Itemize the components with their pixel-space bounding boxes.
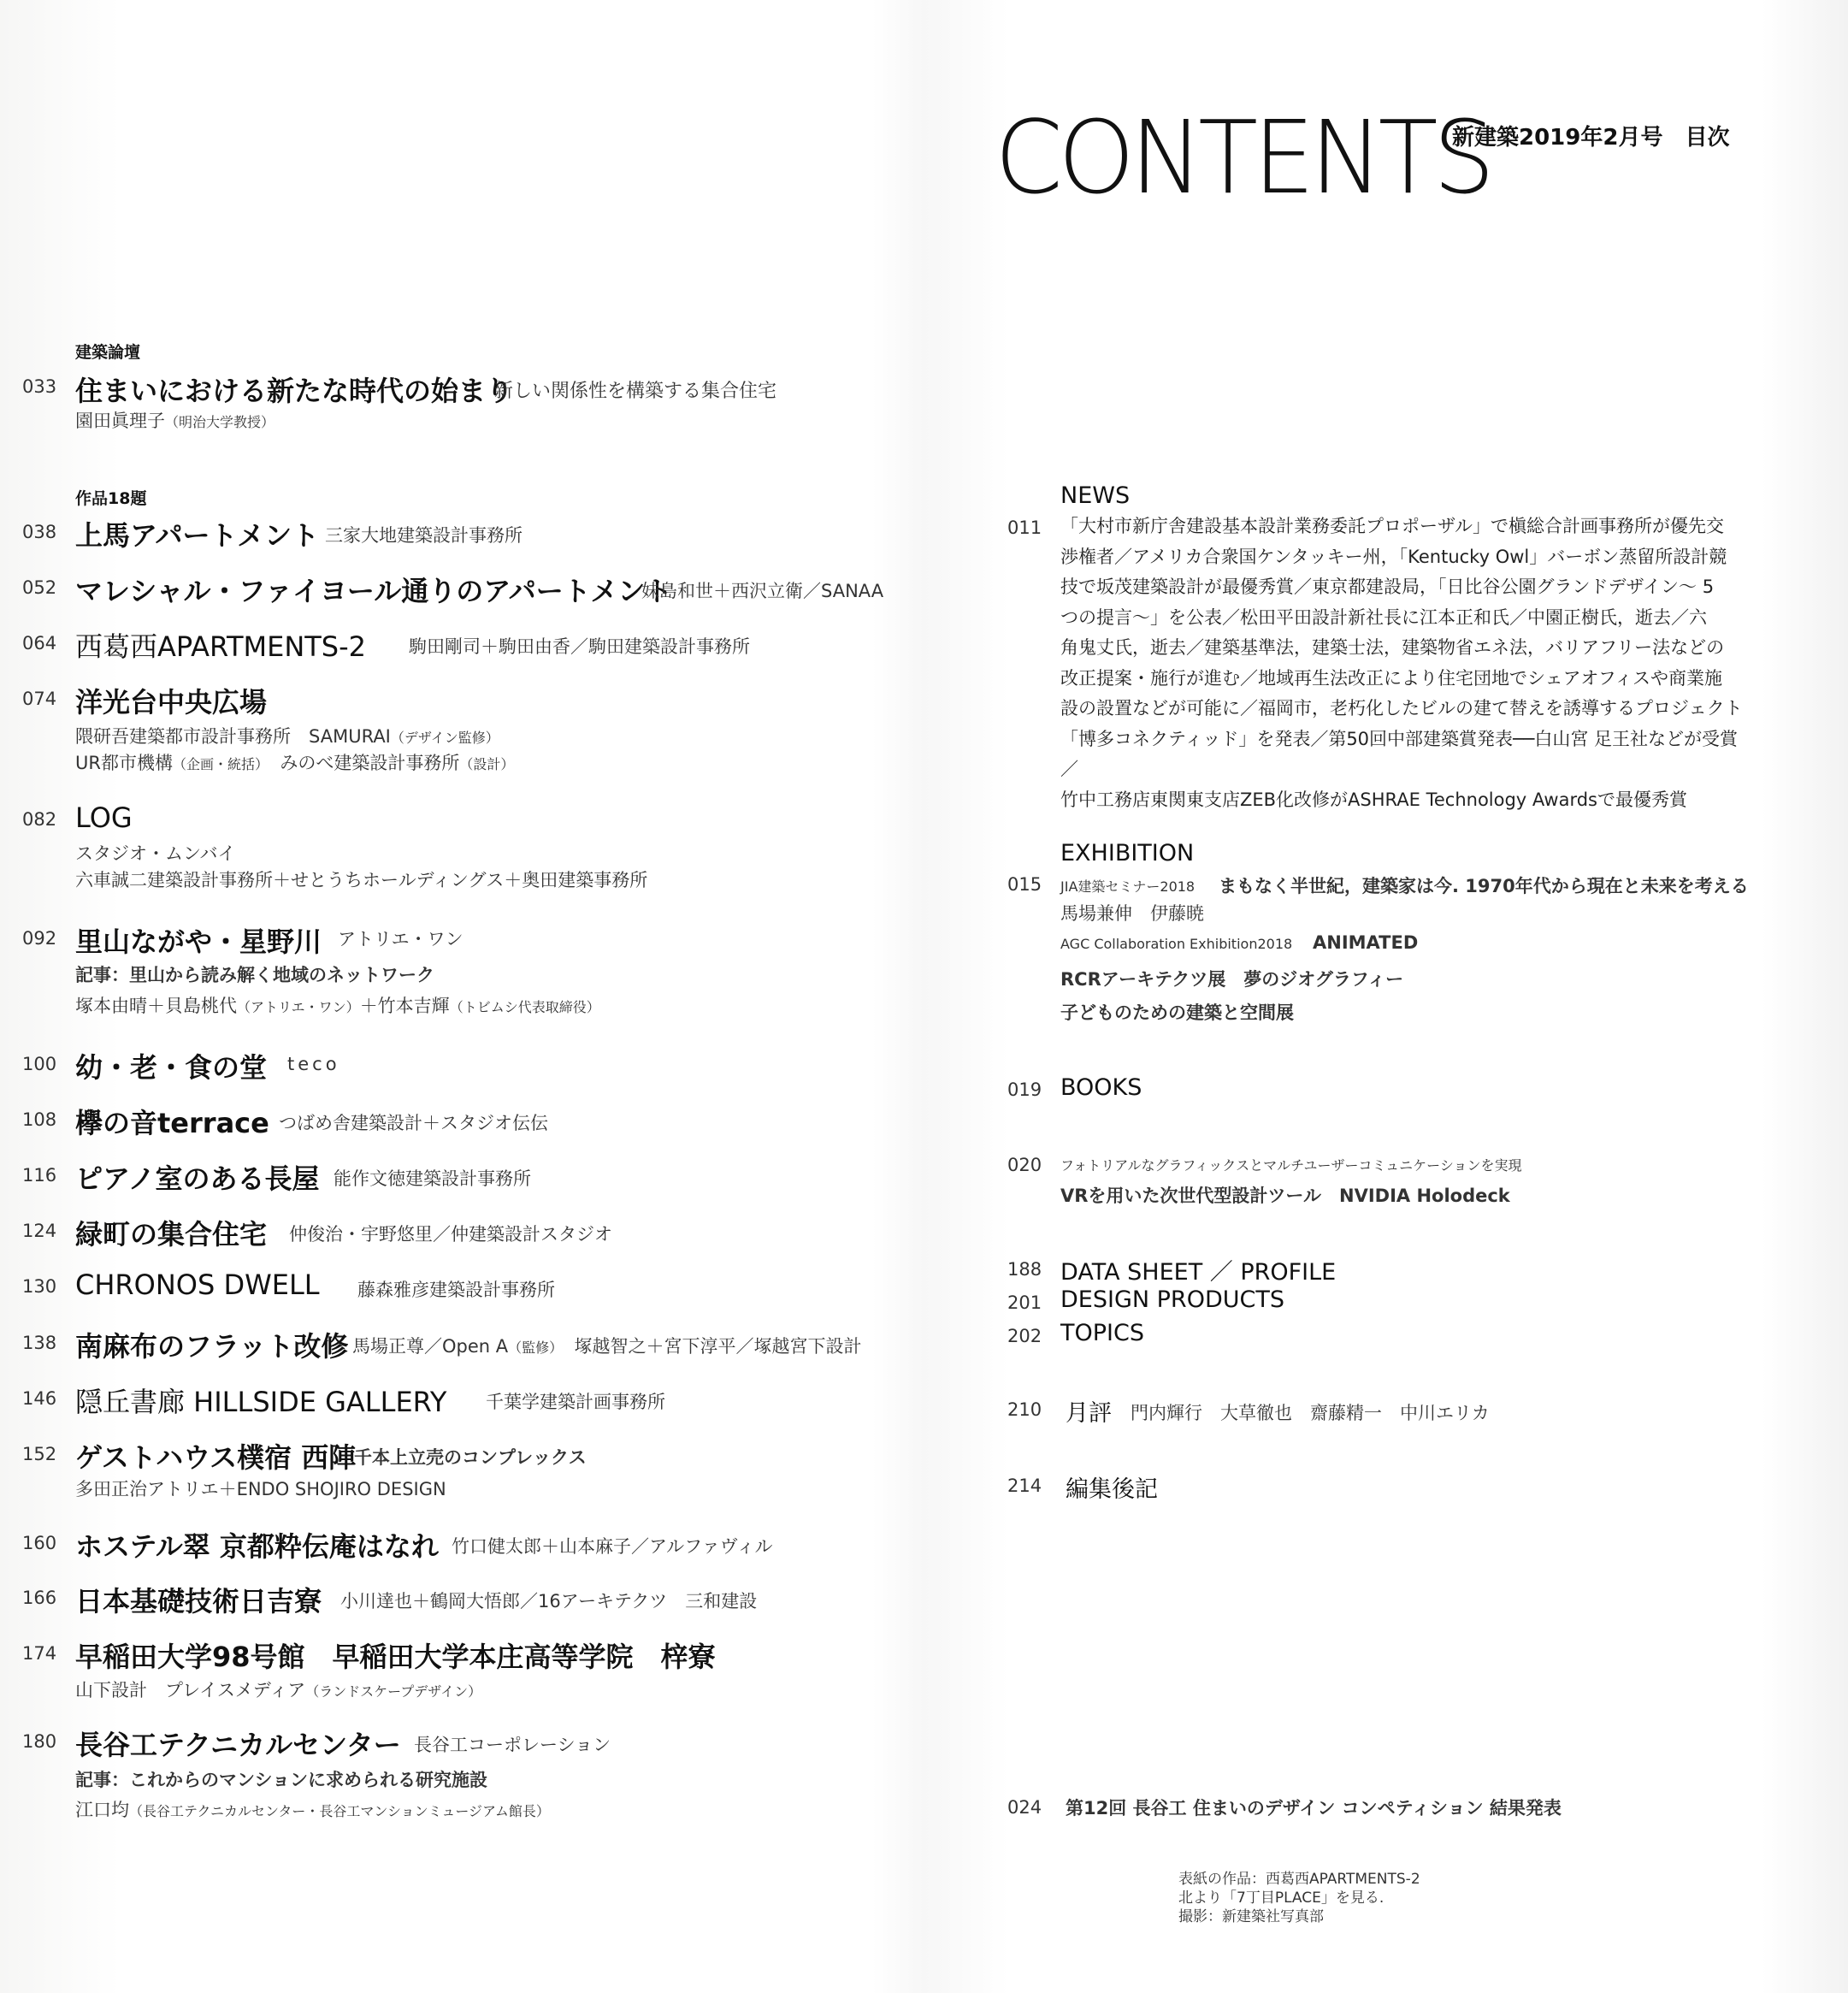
entry-title: 南麻布のフラット改修: [75, 1330, 349, 1363]
page-number: 166: [22, 1588, 57, 1608]
entry-credit: 仲俊治・宇野悠里／仲建築設計スタジオ: [289, 1224, 612, 1245]
page-number: 074: [22, 689, 57, 709]
section-ronten-label: 建築論壇: [75, 343, 141, 362]
misc-label: DESIGN PRODUCTS: [1060, 1286, 1284, 1313]
entry-credit: teco: [287, 1054, 340, 1074]
page-number: 064: [22, 633, 57, 653]
entry-credit-line: [75, 723, 499, 748]
page-number: 160: [22, 1533, 57, 1553]
cover-credit-line: 北より「7丁目PLACE」を見る.: [1178, 1890, 1385, 1907]
news-line: 技で坂茂建築設計が最優秀賞／東京都建設局，「日比谷公園グランドデザイン〜 5: [1060, 577, 1715, 597]
page-number: 138: [22, 1333, 57, 1353]
entry-title: 長谷工テクニカルセンター: [75, 1729, 401, 1761]
credit-text: 馬場正尊／Open A: [352, 1336, 509, 1357]
entry-title: 緑町の集合住宅: [75, 1218, 268, 1251]
issue-label: 新建築2019年2月号 目次: [1452, 125, 1730, 151]
entry-title: 上馬アパートメント: [75, 519, 320, 552]
entry-title: 幼・老・食の堂: [75, 1051, 268, 1084]
books-label: BOOKS: [1060, 1074, 1142, 1101]
credit-note: （設計）: [459, 756, 515, 772]
news-line: 竹中工務店東関東支店ZEB化改修がASHRAE Technology Awardsで最優秀賞: [1060, 789, 1687, 810]
news-line: 角鬼丈氏，逝去／建築基準法，建築士法，建築物省エネ法，バリアフリー法などの: [1060, 637, 1725, 658]
page-number: 130: [22, 1276, 57, 1297]
page-number: 124: [22, 1221, 57, 1241]
kids-exhibition: 子どものための建築と空間展: [1060, 1002, 1294, 1023]
page-number: 174: [22, 1643, 57, 1664]
entry-credit: 三家大地建築設計事務所: [325, 525, 523, 546]
page-number: 116: [22, 1165, 57, 1186]
entry-credit: 藤森雅彦建築設計事務所: [357, 1280, 555, 1300]
credit-note: （ランドスケープデザイン）: [305, 1683, 482, 1700]
credit-text: 山下設計 プレイスメディア: [75, 1680, 306, 1700]
page-number: 092: [22, 928, 57, 949]
entry-title: CHRONOS DWELL: [75, 1269, 320, 1301]
entry-credit-line: [75, 749, 514, 775]
credit-text: 塚越智之＋宮下淳平／塚越宮下設計: [574, 1336, 862, 1357]
news-line: 「博多コネクティッド」を発表／第50回中部建築賞発表──白山宮 足王社などが受賞／: [1060, 728, 1738, 779]
entry-credit: 竹口健太郎＋山本麻子／アルファヴィル: [452, 1536, 773, 1557]
review-people: 門内輝行 大草徹也 齋藤精一 中川エリカ: [1131, 1403, 1490, 1423]
entry-title: 日本基礎技術日吉寮: [75, 1585, 322, 1617]
news-line: つの提言〜」を公表／松田平田設計新社長に江本正和氏／中園正樹氏，逝去／六: [1060, 606, 1707, 628]
credit-note: （トビムシ代表取締役）: [449, 999, 600, 1015]
entry-authors: [75, 992, 600, 1018]
page-number: 146: [22, 1388, 57, 1409]
competition-label: 第12回 長谷工 住まいのデザイン コンペティション 結果発表: [1066, 1798, 1562, 1819]
agc-prefix: AGC Collaboration Exhibition2018: [1060, 936, 1293, 952]
page-number: 152: [22, 1444, 57, 1464]
credit-note: （企画・統括）: [172, 756, 269, 772]
entry-title: 早稲田大学98号館 早稲田大学本庄高等学院 梓寮: [75, 1641, 716, 1673]
entry-credit-line: 六車誠二建築設計事務所＋せとうちホールディングス＋奥田建築事務所: [75, 870, 648, 890]
entry-credit: 能作文徳建築設計事務所: [334, 1168, 531, 1189]
news-line: 「大村市新庁舎建設基本設計業務委託プロポーザル」で槇総合計画事務所が優先交: [1060, 516, 1724, 536]
entry-title: 欅の音terrace: [75, 1107, 269, 1139]
entry-credit-line: スタジオ・ムンバイ: [75, 843, 236, 864]
page-number: 052: [22, 577, 57, 598]
entry-author: [75, 1796, 550, 1822]
entry-title: ピアノ室のある長屋: [75, 1162, 320, 1195]
page-number: 201: [1007, 1292, 1042, 1313]
entry-title: ホステル翠 京都粋伝庵はなれ: [75, 1530, 439, 1563]
entry-credit: 駒田剛司＋駒田由香／駒田建築設計事務所: [409, 636, 750, 657]
jia-title: まもなく半世紀，建築家は今. 1970年代から現在と未来を考える: [1219, 876, 1749, 896]
entry-credit: アトリエ・ワン: [338, 929, 463, 949]
credit-text: 隈研吾建築都市設計事務所 SAMURAI: [75, 726, 391, 747]
exhibition-header: EXHIBITION: [1060, 840, 1195, 866]
page-number: 011: [1007, 517, 1042, 538]
page-number: 015: [1007, 874, 1042, 895]
contents-heading: CONTENTS: [995, 98, 1491, 216]
entry-title: マレシャル・ファイヨール通りのアパートメント: [75, 575, 673, 607]
entry-credit: 妹島和世＋西沢立衛／SANAA: [641, 581, 884, 601]
news-header: NEWS: [1060, 482, 1131, 509]
review-label: 月評: [1066, 1400, 1112, 1427]
afterword-label: 編集後記: [1066, 1476, 1158, 1503]
author-name: 園田眞理子: [75, 411, 165, 431]
page-number: 210: [1007, 1399, 1042, 1420]
page-number: 020: [1007, 1155, 1042, 1175]
news-line: 渉権者／アメリカ合衆国ケンタッキー州，「Kentucky Owl」バーボン蒸留所設計競: [1060, 546, 1727, 567]
credit-note: （デザイン監修）: [390, 730, 499, 746]
page-number: 024: [1007, 1797, 1042, 1818]
vr-caption: フォトリアルなグラフィックスとマルチユーザーコミュニケーションを実現: [1060, 1157, 1522, 1174]
entry-credit: [352, 1333, 862, 1358]
credit-text: UR都市機構: [75, 753, 173, 773]
entry-title: ゲストハウス樸宿 西陣: [75, 1441, 357, 1474]
jia-prefix: JIA建築セミナー2018: [1060, 878, 1196, 895]
page-number: 214: [1007, 1476, 1042, 1496]
credit-note: （アトリエ・ワン）: [237, 999, 360, 1015]
agc-title: ANIMATED: [1313, 932, 1419, 953]
jia-people: 馬場兼伸 伊藤暁: [1060, 903, 1204, 924]
credit-note: （監修）: [508, 1340, 564, 1356]
page-number: 202: [1007, 1326, 1042, 1346]
page-number: 038: [22, 522, 57, 542]
news-line: 設の設置などが可能に／福岡市，老朽化したビルの建て替えを誘導するプロジェクト: [1060, 698, 1743, 719]
entry-title: 里山ながや・星野川: [75, 926, 322, 958]
page-number: 180: [22, 1731, 57, 1752]
credit-text: ＋竹本吉輝: [359, 996, 450, 1016]
misc-label: DATA SHEET ／ PROFILE: [1060, 1259, 1337, 1286]
entry-credit-line: 多田正治アトリエ＋ENDO SHOJIRO DESIGN: [75, 1479, 446, 1499]
entry-title: 洋光台中央広場: [75, 686, 268, 719]
entry-author: [75, 407, 275, 433]
entry-credit: つばめ舎建築設計＋スタジオ伝伝: [279, 1113, 548, 1133]
page-number: 019: [1007, 1079, 1042, 1100]
page-number: 082: [22, 809, 57, 830]
entry-article: 記事：これからのマンションに求められる研究施設: [75, 1770, 488, 1790]
misc-label: TOPICS: [1060, 1320, 1144, 1346]
cover-credit-line: 撮影：新建築社写真部: [1178, 1908, 1324, 1925]
author-note: （長谷工テクニカルセンター・長谷工マンションミュージアム館長）: [129, 1803, 550, 1819]
author-note: （明治大学教授）: [165, 414, 275, 430]
entry-credit: 小川達也＋鶴岡大悟郎／16アーキテクツ 三和建設: [340, 1591, 758, 1612]
cover-credit-line: 表紙の作品：西葛西APARTMENTS-2: [1178, 1871, 1420, 1888]
page-number: 100: [22, 1054, 57, 1074]
cover-credit: [1178, 1870, 1420, 1926]
entry-credit-line: [75, 1677, 481, 1702]
news-body: [1060, 512, 1745, 815]
entry-credit: 長谷工コーポレーション: [414, 1735, 611, 1755]
credit-text: みのべ建築設計事務所: [280, 753, 460, 773]
entry-title: 住まいにおける新たな時代の始まり: [75, 375, 514, 407]
news-line: 改正提案・施行が進む／地域再生法改正により住宅団地でシェアオフィスや商業施: [1060, 667, 1723, 689]
entry-title: LOG: [75, 801, 133, 834]
entry-article: 記事：里山から読み解く地域のネットワーク: [75, 965, 434, 985]
section-works-label: 作品18題: [75, 489, 147, 508]
entry-subtitle: 千本上立売のコンプレックス: [354, 1447, 587, 1468]
rcr-exhibition: RCRアーキテクツ展 夢のジオグラフィー: [1060, 969, 1404, 990]
page-number: 188: [1007, 1259, 1042, 1280]
page-number: 108: [22, 1109, 57, 1130]
vr-title: VRを用いた次世代型設計ツール NVIDIA Holodeck: [1060, 1186, 1510, 1206]
entry-subtitle: 新しい関係性を構築する集合住宅: [494, 381, 777, 402]
entry-credit: 千葉学建築計画事務所: [486, 1392, 665, 1412]
entry-title: 西葛西APARTMENTS-2: [75, 630, 367, 663]
author-name: 江口均: [75, 1800, 129, 1820]
page-number: 033: [22, 376, 57, 397]
credit-text: 塚本由晴＋貝島桃代: [75, 996, 237, 1016]
entry-title: 隠丘書廊 HILLSIDE GALLERY: [75, 1386, 447, 1418]
